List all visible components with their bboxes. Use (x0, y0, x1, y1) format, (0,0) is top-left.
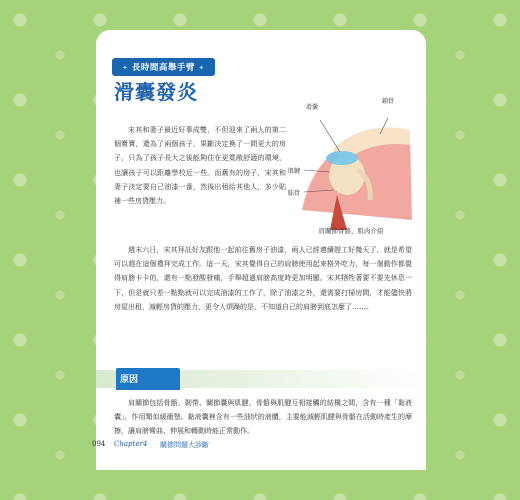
label-bursa: 滑囊 (306, 104, 319, 111)
label-scapula: 肱骨 (288, 190, 301, 197)
tag-deco-left: ✦ (122, 64, 129, 72)
page-title: 滑囊發炎 (114, 80, 198, 104)
paragraph-2: 週末六日，宋其拜託好友跟他一起前往舊房子油漆，兩人已經連續趕工好幾天了，就是希望可以趕在這個禮拜完成工作。這一天，宋其覺得自己的肩膀使用起來格外吃力，每一個動作都覺得肩膀卡卡的，還有一點發酸發痛，手舉超過肩膀高度時更加明顯。宋其牺牲著要不要先休息一下，但是就只差一點點就可以完成油漆的工作了，除了油漆之外，還需要打掃房間，才能儘快將房屋出租，減輕房貸的壓力，更令人煩躁的是，不知道自己的肩膀到底怎麼了……。 (114, 246, 412, 311)
section-tag (112, 58, 215, 76)
section-tag-text: 長時間高舉手臂 (131, 63, 195, 73)
book-page (96, 30, 426, 470)
tag-deco-right: ✦ (198, 64, 205, 72)
chapter-label: Chapter4 (114, 440, 148, 448)
cause-heading: 原因 (120, 375, 139, 385)
shoulder-illustration (292, 90, 416, 230)
paragraph-3: 肩關節包括骨骼、韌帶、關節囊與肌腱，骨骼與肌腱互相接觸的結構之間，含有一種「黏液囊」，作用類似緩衝墊。黏液囊裡含有一些油狀的液體，主要能減輕肌腱與骨骼在活動時產生的摩擦，讓肩膀彎曲、伸展和轉動時能正常動作。 (114, 399, 412, 436)
bursa-leader (320, 120, 340, 152)
label-clavicle: 鎖骨 (382, 98, 395, 105)
label-tendon: 肌腱 (288, 168, 301, 175)
chapter-name: 關節問題大診斷 (160, 441, 209, 449)
page-number: 094 (92, 440, 106, 448)
figure-caption: 肩關節骨骼、肌肉介紹 (318, 227, 384, 235)
paragraph-1: 宋其和妻子最近好事成雙，不但迎來了兩人的第二個寶寶，還為了兩個孩子，果斷決定換了一間更大的房子，只為了孩子長大之後能夠住在更寬敞舒適的環境，也讓孩子可以距離學校近一些。而舊有的房子，宋其和妻子決定要自己油漆一番，然後出租給其他人，多少貼補一些房貸壓力。 (114, 126, 286, 206)
bursa-shape (326, 151, 358, 165)
